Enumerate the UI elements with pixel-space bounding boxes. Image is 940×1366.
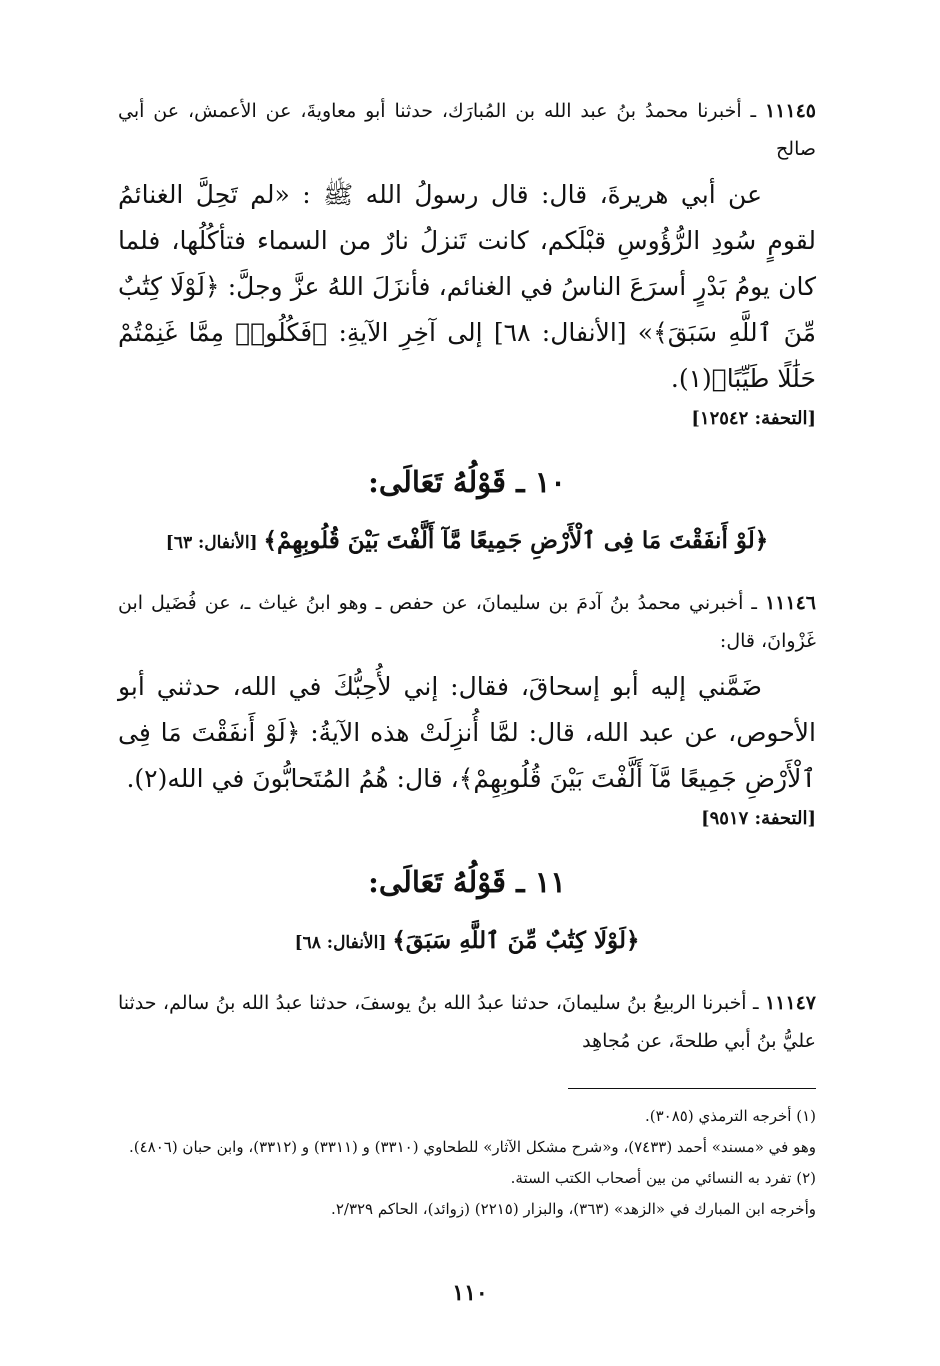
hadith-number: ١١١٤٦ <box>764 592 816 614</box>
verse-text: ﴿لَوْ أَنفَقْتَ مَا فِى ٱلْأَرْضِ جَمِيعًا مَّآ أَلَّفْتَ بَيْنَ قُلُوبِهِمْ﴾ <box>263 527 769 554</box>
hadith-number: ١١١٤٥ <box>764 100 816 122</box>
footnote: (١) أخرجه الترمذي (٣٠٨٥). <box>644 1107 816 1125</box>
footnote: (٢) تفرد به النسائي من بين أصحاب الكتب الستة. <box>510 1169 816 1187</box>
tuhfa-reference: [التحفة: ١٢٥٤٢] <box>691 408 816 429</box>
verse-source: [الأنفال: ٦٨] <box>294 933 393 953</box>
hadith-1146-isnad <box>118 584 816 660</box>
quran-verse <box>118 927 816 954</box>
hadith-1147-isnad <box>118 984 816 1060</box>
tuhfa-reference: [التحفة: ٩٥١٧] <box>701 808 816 829</box>
footnote: وأخرجه ابن المبارك في «الزهد» (٣٦٣)، والبزار (٢٢١٥) (زوائد)، الحاكم ٢/٣٢٩. <box>331 1200 816 1218</box>
quran-verse <box>118 527 816 554</box>
isnad-text: ـ أخبرنا الربيعُ بنُ سليمانَ، حدثنا عبدُ الله بنُ يوسفَ، حدثنا عبدُ الله بنُ سالم، حدثنا عليُّ بنُ أبي طلحةَ، عن مُجاهِد <box>118 992 816 1052</box>
isnad-text: ـ أخبرني محمدُ بنُ آدمَ بن سليمانَ، عن حفص ـ وهو ابنُ غياث ـ، عن فُضَيل ابن غَزْوانَ، قال: <box>118 592 816 652</box>
page-body <box>118 92 816 1225</box>
verse-text: ﴿لَوْلَا كِتَٰبٌ مِّنَ ٱللَّهِ سَبَقَ﴾ <box>392 927 640 954</box>
footnote: وهو في «مسند» أحمد (٧٤٣٣)، و«شرح مشكل الآثار» للطحاوي (٣٣١٠) و (٣٣١١) و (٣٣١٢)، وابن حبان (٤٨٠٦). <box>128 1138 816 1156</box>
hadith-1145-text: عن أبي هريرةَ، قال: قال رسولُ الله ﷺ : «لم تَحِلَّ الغنائمُ لقومٍ سُودِ الرُّؤُوسِ قبْلَكم، كانت تَنزلُ نارٌ من السماء فتأكُلُها، فلما كان يومُ بَدْرٍ أسرَعَ الناسُ في الغنائم، فأنزَلَ اللهُ عزَّ وجلَّ: ﴿لَوْلَا كِتَٰبٌ مِّنَ ٱللَّهِ سَبَقَ﴾» [الأنفال: ٦٨] إلى آخِرِ الآيةِ: ﴿فَكُلُوا۟ مِمَّا غَنِمْتُمْ حَلَٰلًا طَيِّبًا﴾(١). <box>118 180 816 393</box>
hadith-1146-text: ضَمَّني إليه أبو إسحاقَ، فقال: إني لأُحِبُّكَ في الله، حدثني أبو الأحوص، عن عبد الله، قال: لمَّا أُنزِلَتْ هذه الآيةُ: ﴿لَوْ أَنفَقْتَ مَا فِى ٱلْأَرْضِ جَمِيعًا مَّآ أَلَّفْتَ بَيْنَ قُلُوبِهِمْ﴾، قال: هُمُ المُتَحابُّونَ في الله(٢). <box>118 672 816 793</box>
hadith-number: ١١١٤٧ <box>764 992 816 1014</box>
page-number: ١١٠ <box>452 1280 488 1306</box>
section-heading: ١١ ـ قَوْلُهُ تَعَالَى: <box>368 865 566 899</box>
verse-source: [الأنفال: ٦٣] <box>165 533 264 553</box>
footnote-divider <box>568 1088 816 1089</box>
section-heading: ١٠ ـ قَوْلُهُ تَعَالَى: <box>368 465 566 499</box>
isnad-text: ـ أخبرنا محمدُ بنُ عبد الله بن المُبارَك، حدثنا أبو معاويةَ، عن الأعمش، عن أبي صالح <box>118 100 816 160</box>
hadith-1145-isnad <box>118 92 816 168</box>
